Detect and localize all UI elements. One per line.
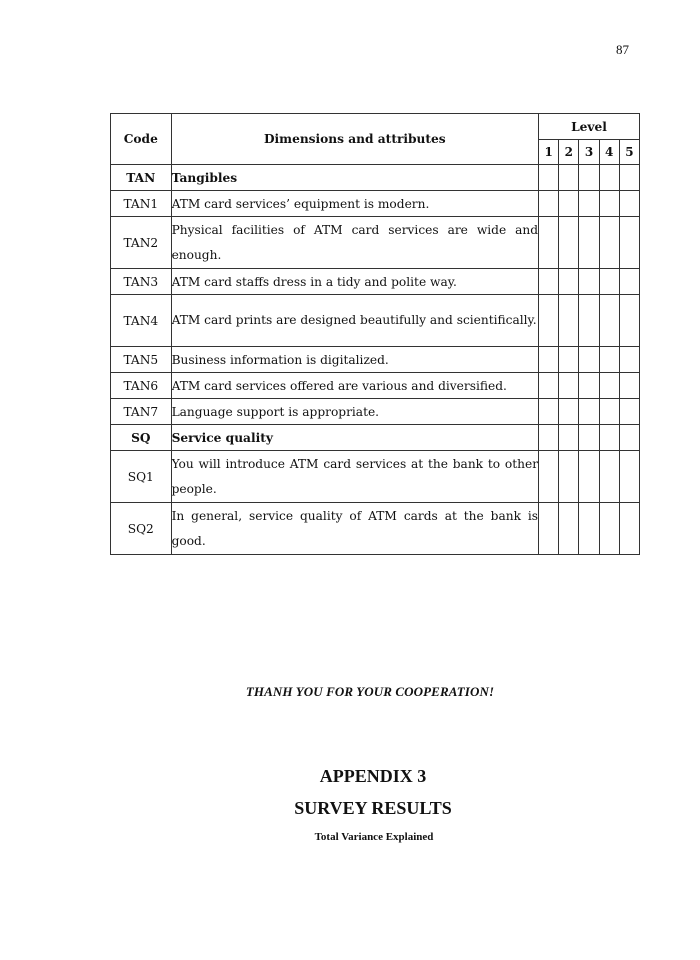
- level-cell[interactable]: [539, 347, 559, 373]
- row-code: TAN4: [111, 295, 172, 347]
- header-level-2: 2: [559, 140, 579, 165]
- level-cell[interactable]: [559, 295, 579, 347]
- row-text: Service quality: [171, 425, 538, 451]
- level-cell[interactable]: [559, 451, 579, 503]
- table-row: [111, 295, 640, 347]
- row-text: Tangibles: [171, 165, 538, 191]
- header-level-1: 1: [539, 140, 559, 165]
- header-dimensions: Dimensions and attributes: [171, 114, 538, 165]
- level-cell[interactable]: [579, 269, 599, 295]
- level-cell[interactable]: [619, 425, 639, 451]
- survey-table: [110, 113, 640, 555]
- level-cell[interactable]: [599, 295, 619, 347]
- row-text: You will introduce ATM card services at the bank to other people.: [171, 451, 538, 503]
- level-cell[interactable]: [619, 269, 639, 295]
- level-cell[interactable]: [559, 165, 579, 191]
- level-cell[interactable]: [599, 217, 619, 269]
- level-cell[interactable]: [559, 269, 579, 295]
- row-code: TAN7: [111, 399, 172, 425]
- row-code: TAN5: [111, 347, 172, 373]
- row-code: SQ2: [111, 503, 172, 555]
- level-cell[interactable]: [599, 399, 619, 425]
- row-text: ATM card staffs dress in a tidy and polite way.: [171, 269, 538, 295]
- table-row: [111, 217, 640, 269]
- level-cell[interactable]: [599, 347, 619, 373]
- row-text: Physical facilities of ATM card services are wide and enough.: [171, 217, 538, 269]
- row-code: SQ: [111, 425, 172, 451]
- table-row: [111, 373, 640, 399]
- level-cell[interactable]: [599, 373, 619, 399]
- level-cell[interactable]: [619, 217, 639, 269]
- header-level: Level: [539, 114, 640, 140]
- level-cell[interactable]: [579, 451, 599, 503]
- table-row: [111, 269, 640, 295]
- level-cell[interactable]: [619, 295, 639, 347]
- level-cell[interactable]: [579, 425, 599, 451]
- header-code: Code: [111, 114, 172, 165]
- level-cell[interactable]: [619, 347, 639, 373]
- table-row: [111, 347, 640, 373]
- row-code: TAN1: [111, 191, 172, 217]
- level-cell[interactable]: [559, 425, 579, 451]
- level-cell[interactable]: [599, 503, 619, 555]
- level-cell[interactable]: [579, 191, 599, 217]
- level-cell[interactable]: [539, 399, 559, 425]
- row-text: Language support is appropriate.: [171, 399, 538, 425]
- table-row: [111, 451, 640, 503]
- table-row: [111, 191, 640, 217]
- appendix-title: APPENDIX 3: [319, 766, 427, 786]
- header-level-5: 5: [619, 140, 639, 165]
- level-cell[interactable]: [539, 217, 559, 269]
- table-row: [111, 165, 640, 191]
- level-cell[interactable]: [599, 451, 619, 503]
- level-cell[interactable]: [539, 503, 559, 555]
- level-cell[interactable]: [599, 165, 619, 191]
- row-code: TAN3: [111, 269, 172, 295]
- level-cell[interactable]: [539, 295, 559, 347]
- level-cell[interactable]: [559, 347, 579, 373]
- level-cell[interactable]: [539, 165, 559, 191]
- level-cell[interactable]: [539, 425, 559, 451]
- level-cell[interactable]: [559, 373, 579, 399]
- level-cell[interactable]: [559, 191, 579, 217]
- row-text: In general, service quality of ATM cards at the bank is good.: [171, 503, 538, 555]
- level-cell[interactable]: [619, 451, 639, 503]
- thank-you-note: THANH YOU FOR YOUR COOPERATION!: [245, 684, 495, 699]
- level-cell[interactable]: [579, 399, 599, 425]
- level-cell[interactable]: [599, 269, 619, 295]
- level-cell[interactable]: [579, 165, 599, 191]
- level-cell[interactable]: [579, 217, 599, 269]
- row-code: SQ1: [111, 451, 172, 503]
- level-cell[interactable]: [619, 191, 639, 217]
- level-cell[interactable]: [619, 503, 639, 555]
- level-cell[interactable]: [539, 373, 559, 399]
- level-cell[interactable]: [579, 347, 599, 373]
- level-cell[interactable]: [539, 269, 559, 295]
- level-cell[interactable]: [559, 503, 579, 555]
- header-level-3: 3: [579, 140, 599, 165]
- level-cell[interactable]: [539, 451, 559, 503]
- level-cell[interactable]: [579, 503, 599, 555]
- row-code: TAN2: [111, 217, 172, 269]
- table-row: [111, 425, 640, 451]
- level-cell[interactable]: [579, 295, 599, 347]
- row-text: ATM card prints are designed beautifully and scientifically.: [171, 295, 538, 347]
- level-cell[interactable]: [619, 165, 639, 191]
- level-cell[interactable]: [559, 217, 579, 269]
- table-caption: Total Variance Explained: [314, 831, 434, 843]
- level-cell[interactable]: [559, 399, 579, 425]
- header-level-4: 4: [599, 140, 619, 165]
- row-text: Business information is digitalized.: [171, 347, 538, 373]
- level-cell[interactable]: [619, 373, 639, 399]
- level-cell[interactable]: [539, 191, 559, 217]
- row-code: TAN6: [111, 373, 172, 399]
- level-cell[interactable]: [599, 425, 619, 451]
- page-number: 87: [616, 42, 629, 57]
- level-cell[interactable]: [579, 373, 599, 399]
- row-code: TAN: [111, 165, 172, 191]
- row-text: ATM card services’ equipment is modern.: [171, 191, 538, 217]
- row-text: ATM card services offered are various and diversified.: [171, 373, 538, 399]
- level-cell[interactable]: [599, 191, 619, 217]
- appendix-subtitle: SURVEY RESULTS: [294, 798, 452, 818]
- level-cell[interactable]: [619, 399, 639, 425]
- table-row: [111, 399, 640, 425]
- table-row: [111, 503, 640, 555]
